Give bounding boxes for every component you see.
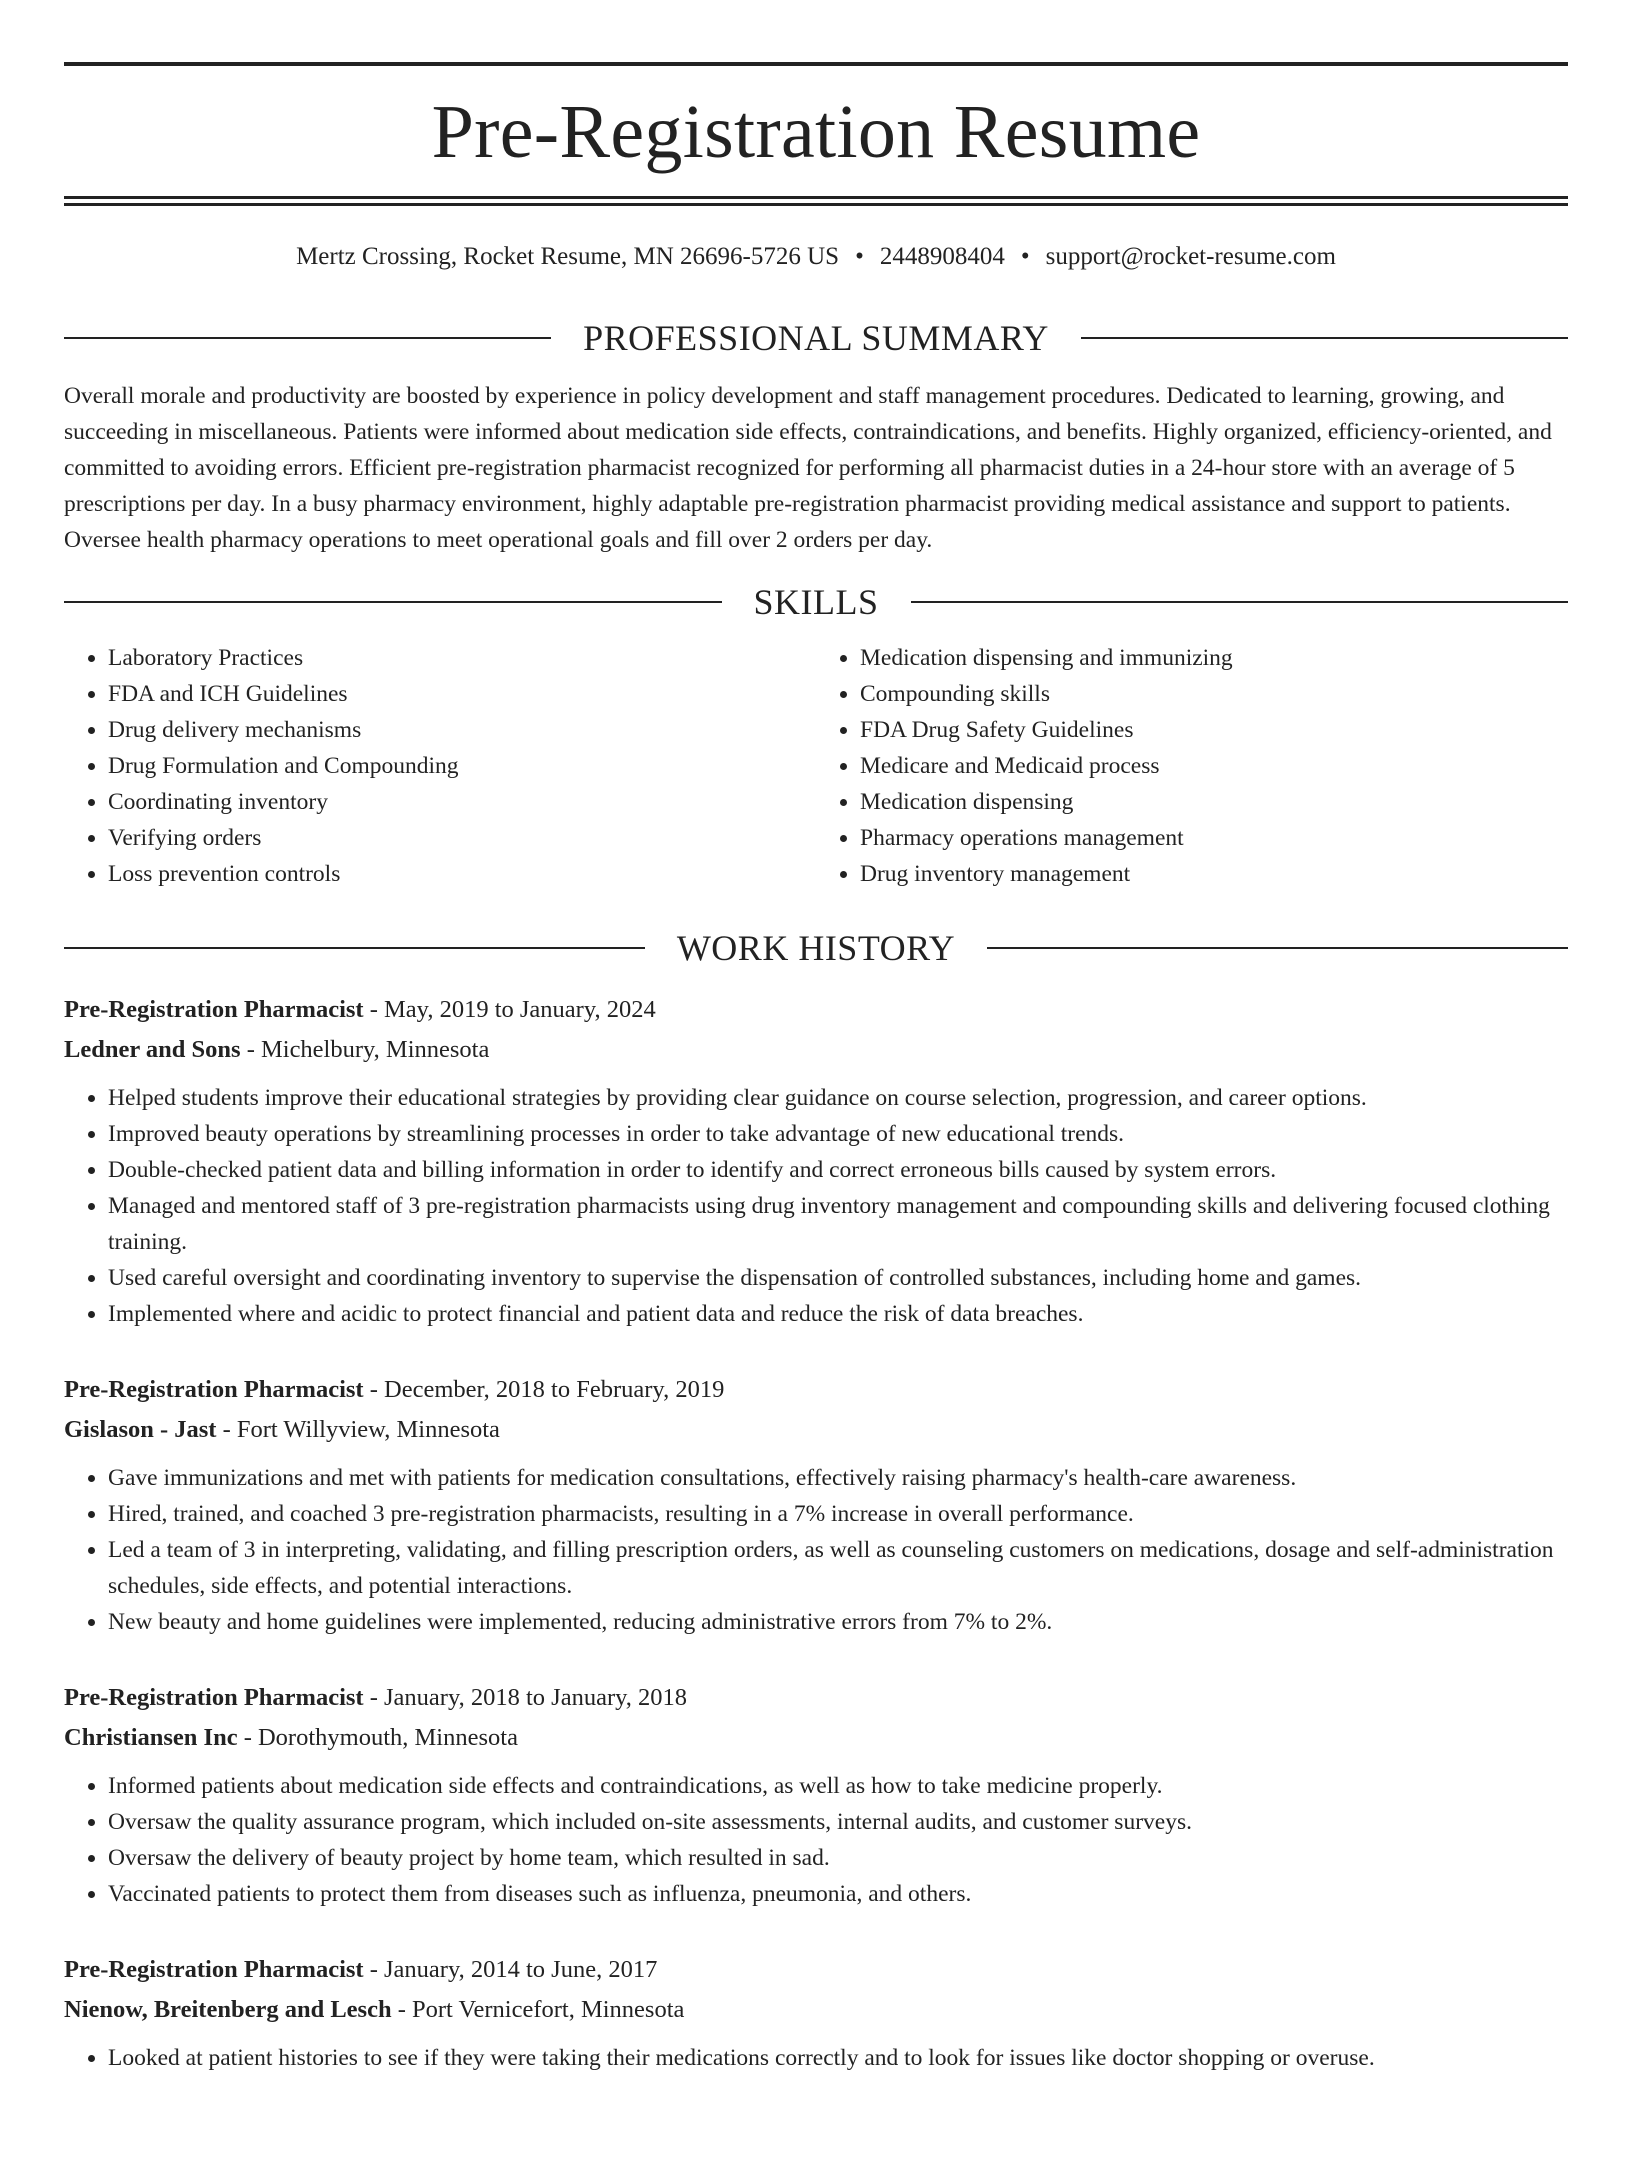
divider-line <box>911 601 1569 603</box>
job-bullet: • Helped students improve their educational strategies by providing clear guidance on course selection, progression, and career options. <box>108 1080 1568 1116</box>
job-bullet: • Implemented where and acidic to protect financial and patient data and reduce the risk of data breaches. <box>108 1296 1568 1332</box>
divider-line <box>987 947 1568 949</box>
job-dates: - December, 2018 to February, 2019 <box>363 1376 725 1403</box>
skill-item: • Drug inventory management <box>860 856 1568 892</box>
contact-email: support@rocket-resume.com <box>1045 243 1336 270</box>
contact-separator: • <box>1020 243 1030 270</box>
job-bullet: • Gave immunizations and met with patients for medication consultations, effectively raising pharmacy's health-care awareness. <box>108 1460 1568 1496</box>
job-company-line <box>64 1410 1568 1450</box>
divider-line <box>1081 337 1568 339</box>
job-bullet: • New beauty and home guidelines were implemented, reducing administrative errors from 7% to 2%. <box>108 1604 1568 1640</box>
job-bullets <box>64 1460 1568 1640</box>
job-entry <box>64 1678 1568 1912</box>
summary-section-header <box>64 318 1568 358</box>
job-entry <box>64 990 1568 1332</box>
resume-page <box>0 62 1632 2174</box>
job-title-line <box>64 1678 1568 1718</box>
resume-title: Pre-Registration Resume <box>431 90 1201 174</box>
title-double-rule <box>64 196 1568 206</box>
summary-heading: PROFESSIONAL SUMMARY <box>583 318 1049 358</box>
job-company-line <box>64 1990 1568 2030</box>
job-dates: - January, 2014 to June, 2017 <box>363 1956 658 1983</box>
job-location: - Fort Willyview, Minnesota <box>216 1416 500 1443</box>
job-title-line <box>64 1950 1568 1990</box>
skills-list-left <box>64 640 816 892</box>
divider-line <box>64 947 645 949</box>
work-heading: WORK HISTORY <box>676 928 956 968</box>
skill-item: • FDA Drug Safety Guidelines <box>860 712 1568 748</box>
job-bullet: • Led a team of 3 in interpreting, validating, and filling prescription orders, as well as counseling customers on medications, dosage and self-administration schedules, side effects, and potential interactions. <box>108 1532 1568 1604</box>
job-bullet: • Improved beauty operations by streamlining processes in order to take advantage of new educational trends. <box>108 1116 1568 1152</box>
job-location: - Dorothymouth, Minnesota <box>237 1724 518 1751</box>
divider-line <box>64 601 722 603</box>
job-entry <box>64 1950 1568 2076</box>
job-dates: - January, 2018 to January, 2018 <box>363 1684 688 1711</box>
top-rule <box>64 62 1568 66</box>
job-company-line <box>64 1030 1568 1070</box>
skills-columns <box>64 640 1568 892</box>
job-bullet: • Hired, trained, and coached 3 pre-registration pharmacists, resulting in a 7% increase in overall performance. <box>108 1496 1568 1532</box>
skill-item: • Medicare and Medicaid process <box>860 748 1568 784</box>
skill-item: • Drug delivery mechanisms <box>108 712 816 748</box>
job-bullet: • Looked at patient histories to see if they were taking their medications correctly and to look for issues like doctor shopping or overuse. <box>108 2040 1568 2076</box>
summary-text: Overall morale and productivity are boosted by experience in policy development and staff management procedures. Dedicated to learning, growing, and succeeding in miscellaneous. Patients were informed about medication side effects, contraindications, and benefits. Highly organized, efficiency-oriented, and committed to avoiding errors. Efficient pre-registration pharmacist recognized for performing all pharmacist duties in a 24-hour store with an average of 5 prescriptions per day. In a busy pharmacy environment, highly adaptable pre-registration pharmacist providing medical assistance and support to patients. Oversee health pharmacy operations to meet operational goals and fill over 2 orders per day. <box>64 383 1552 553</box>
contact-separator: • <box>855 243 864 270</box>
job-entry <box>64 1370 1568 1640</box>
job-title-line <box>64 990 1568 1030</box>
job-title-line <box>64 1370 1568 1410</box>
job-bullets <box>64 2040 1568 2076</box>
skills-section-header <box>64 582 1568 622</box>
job-bullet: • Double-checked patient data and billing information in order to identify and correct erroneous bills caused by system errors. <box>108 1152 1568 1188</box>
job-bullet: • Used careful oversight and coordinating inventory to supervise the dispensation of controlled substances, including home and games. <box>108 1260 1568 1296</box>
skill-item: • Medication dispensing and immunizing <box>860 640 1568 676</box>
contact-phone: 2448908404 <box>879 243 1005 270</box>
work-section-header <box>64 928 1568 968</box>
job-bullet: • Oversaw the delivery of beauty project by home team, which resulted in sad. <box>108 1840 1568 1876</box>
job-dates: - May, 2019 to January, 2024 <box>363 996 656 1023</box>
divider-line <box>64 337 551 339</box>
job-title: Pre-Registration Pharmacist <box>64 996 364 1023</box>
job-company: Nienow, Breitenberg and Lesch <box>64 1996 392 2023</box>
job-bullet: • Informed patients about medication side effects and contraindications, as well as how to take medicine properly. <box>108 1768 1568 1804</box>
skill-item: • Verifying orders <box>108 820 816 856</box>
skill-item: • Medication dispensing <box>860 784 1568 820</box>
job-company: Gislason - Jast <box>64 1416 217 1443</box>
job-company-line <box>64 1718 1568 1758</box>
skill-item: • Laboratory Practices <box>108 640 816 676</box>
skills-list-right <box>816 640 1568 892</box>
job-location: - Michelbury, Minnesota <box>240 1036 490 1063</box>
job-bullet: • Vaccinated patients to protect them from diseases such as influenza, pneumonia, and others. <box>108 1876 1568 1912</box>
skill-item: • Compounding skills <box>860 676 1568 712</box>
skill-item: • Drug Formulation and Compounding <box>108 748 816 784</box>
skill-item: • FDA and ICH Guidelines <box>108 676 816 712</box>
contact-line <box>64 242 1568 272</box>
job-title: Pre-Registration Pharmacist <box>64 1376 364 1403</box>
job-bullets <box>64 1768 1568 1912</box>
job-title: Pre-Registration Pharmacist <box>64 1956 364 1983</box>
skill-item: • Coordinating inventory <box>108 784 816 820</box>
job-company: Ledner and Sons <box>64 1036 241 1063</box>
contact-address: Mertz Crossing, Rocket Resume, MN 26696-5726 US <box>296 243 840 270</box>
skill-item: • Pharmacy operations management <box>860 820 1568 856</box>
skill-item: • Loss prevention controls <box>108 856 816 892</box>
job-title: Pre-Registration Pharmacist <box>64 1684 364 1711</box>
job-bullet: • Managed and mentored staff of 3 pre-registration pharmacists using drug inventory management and compounding skills and delivering focused clothing training. <box>108 1188 1568 1260</box>
job-bullets <box>64 1080 1568 1332</box>
job-location: - Port Vernicefort, Minnesota <box>391 1996 685 2023</box>
job-company: Christiansen Inc <box>64 1724 238 1751</box>
job-bullet: • Oversaw the quality assurance program, which included on-site assessments, internal audits, and customer surveys. <box>108 1804 1568 1840</box>
skills-heading: SKILLS <box>753 582 879 622</box>
